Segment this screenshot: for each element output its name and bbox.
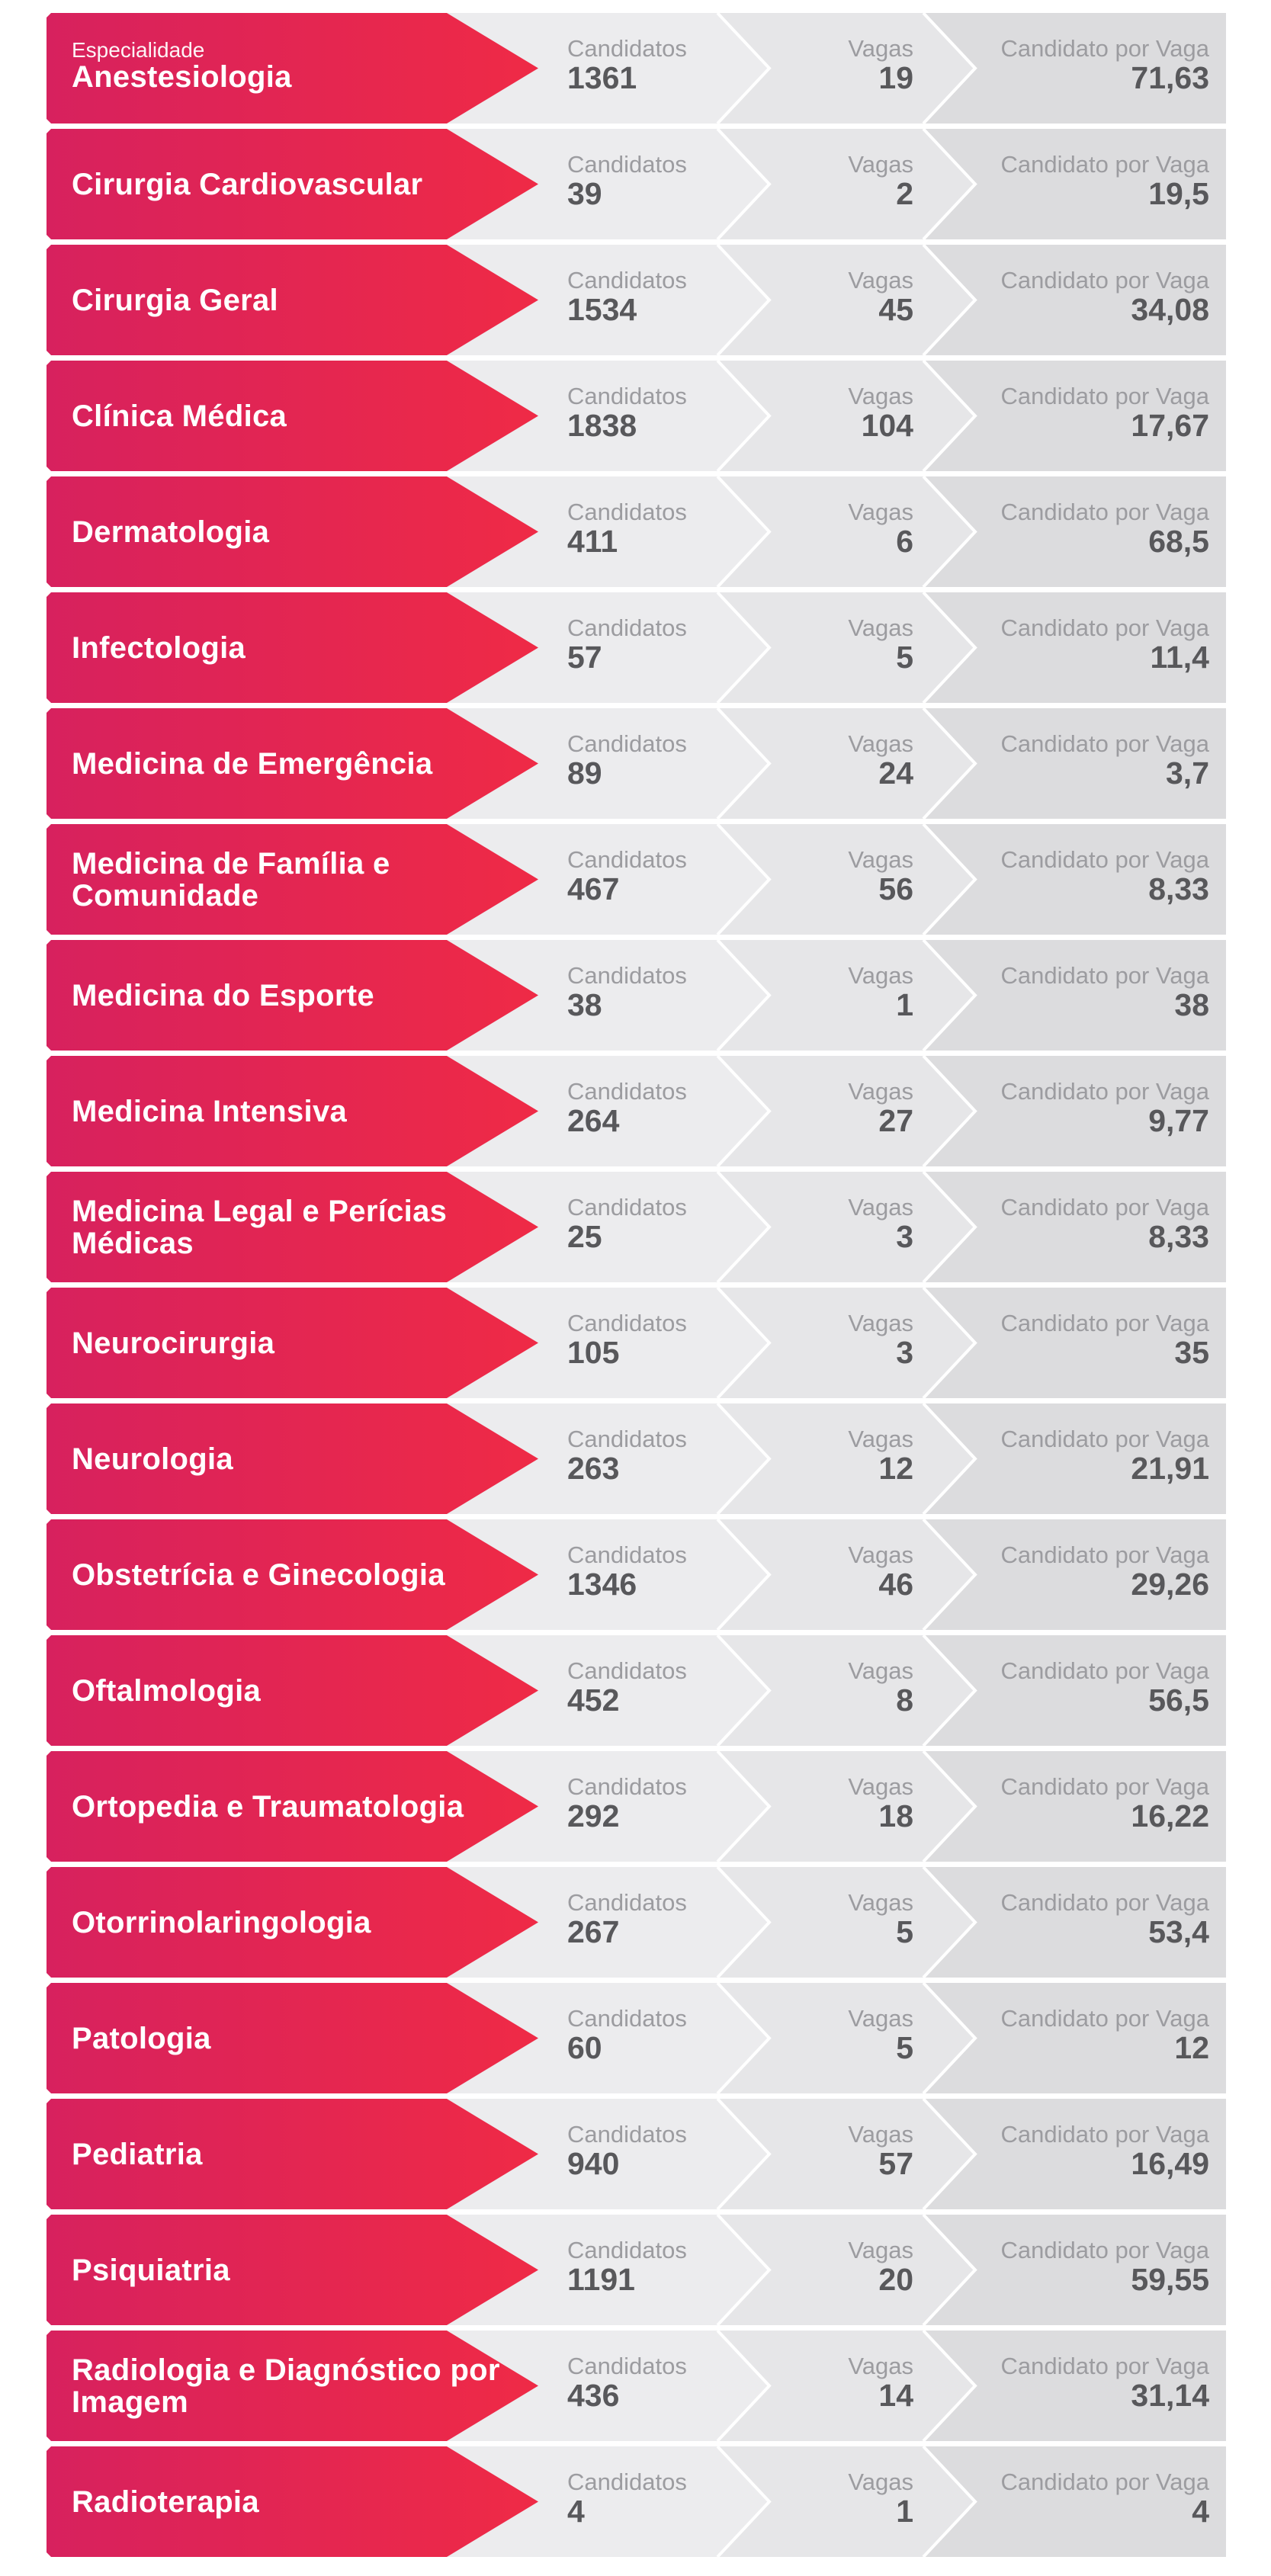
candidatos-cell	[567, 615, 687, 673]
candidatos-cell	[567, 1079, 687, 1137]
specialty-row	[47, 1056, 1226, 1166]
vagas-cell	[733, 2353, 913, 2411]
cpv-value: 53,4	[1148, 1914, 1209, 1949]
vagas-cell	[733, 1426, 913, 1484]
specialty-name: Cirurgia Geral	[72, 283, 278, 317]
vagas-cell	[733, 152, 913, 210]
specialty-label	[72, 1519, 544, 1630]
cpv-cell	[931, 2238, 1209, 2295]
cpv-value: 3,7	[1166, 755, 1209, 791]
candidatos-value: 467	[567, 871, 620, 906]
specialty-label	[72, 1172, 544, 1282]
cpv-value: 8,33	[1148, 871, 1209, 906]
candidatos-caption: Candidatos	[567, 1194, 687, 1221]
vagas-caption: Vagas	[848, 1541, 913, 1568]
vagas-cell	[733, 963, 913, 1021]
specialty-row	[47, 1403, 1226, 1514]
vagas-cell	[733, 499, 913, 557]
specialty-row	[47, 13, 1226, 124]
cpv-caption: Candidato por Vaga	[1000, 2121, 1209, 2148]
cpv-cell	[931, 1890, 1209, 1948]
cpv-value: 4	[1192, 2494, 1209, 2529]
candidatos-value: 105	[567, 1335, 620, 1370]
candidatos-cell	[567, 2353, 687, 2411]
cpv-caption: Candidato por Vaga	[1000, 499, 1209, 525]
candidatos-caption: Candidatos	[567, 35, 687, 62]
candidatos-value: 263	[567, 1451, 620, 1486]
specialty-label	[72, 592, 544, 703]
vagas-caption: Vagas	[848, 35, 913, 62]
candidatos-value: 4	[567, 2494, 585, 2529]
specialty-row	[47, 129, 1226, 239]
cpv-caption: Candidato por Vaga	[1000, 962, 1209, 989]
especialidade-caption: Especialidade	[72, 37, 205, 62]
candidatos-value: 292	[567, 1798, 620, 1833]
cpv-caption: Candidato por Vaga	[1000, 1889, 1209, 1916]
cpv-cell	[931, 1658, 1209, 1716]
specialty-name: Medicina de Emergência	[72, 746, 433, 781]
vagas-cell	[733, 1658, 913, 1716]
specialty-name: Infectologia	[72, 630, 246, 665]
candidatos-value: 1346	[567, 1567, 637, 1602]
candidatos-caption: Candidatos	[567, 2237, 687, 2263]
candidatos-caption: Candidatos	[567, 1310, 687, 1336]
candidatos-value: 25	[567, 1219, 602, 1254]
candidatos-value: 39	[567, 176, 602, 211]
specialty-row	[47, 2215, 1226, 2325]
vagas-cell	[733, 1542, 913, 1600]
specialty-name: Clínica Médica	[72, 399, 287, 433]
vagas-value: 104	[861, 408, 913, 443]
cpv-caption: Candidato por Vaga	[1000, 383, 1209, 409]
specialty-row	[47, 361, 1226, 471]
cpv-value: 56,5	[1148, 1683, 1209, 1718]
candidatos-value: 89	[567, 755, 602, 791]
specialty-name: Obstetrícia e Ginecologia	[72, 1557, 445, 1592]
candidatos-cell	[567, 2122, 687, 2180]
candidatos-cell	[567, 1310, 687, 1368]
vagas-caption: Vagas	[848, 1889, 913, 1916]
vagas-value: 20	[878, 2262, 913, 2297]
vagas-cell	[733, 2469, 913, 2527]
cpv-cell	[931, 1195, 1209, 1253]
cpv-cell	[931, 383, 1209, 441]
vagas-cell	[733, 1774, 913, 1832]
vagas-value: 3	[896, 1219, 913, 1254]
specialty-label	[72, 476, 544, 587]
cpv-value: 29,26	[1131, 1567, 1209, 1602]
candidatos-value: 436	[567, 2378, 620, 2413]
cpv-value: 16,22	[1131, 1798, 1209, 1833]
vagas-cell	[733, 383, 913, 441]
vagas-caption: Vagas	[848, 2005, 913, 2032]
specialty-row	[47, 2331, 1226, 2441]
vagas-value: 8	[896, 1683, 913, 1718]
candidatos-caption: Candidatos	[567, 383, 687, 409]
vagas-cell	[733, 1310, 913, 1368]
specialty-name: Patologia	[72, 2021, 211, 2055]
cpv-value: 11,4	[1150, 640, 1209, 675]
candidatos-cell	[567, 1890, 687, 1948]
vagas-value: 1	[896, 987, 913, 1022]
cpv-cell	[931, 2006, 1209, 2064]
vagas-caption: Vagas	[848, 2469, 913, 2495]
cpv-cell	[931, 731, 1209, 789]
candidatos-value: 1838	[567, 408, 637, 443]
specialty-row	[47, 1867, 1226, 1978]
specialty-name: Medicina Legal e Perícias Médicas	[72, 1194, 448, 1260]
candidatos-cell	[567, 36, 687, 94]
candidatos-caption: Candidatos	[567, 1078, 687, 1105]
candidatos-cell	[567, 731, 687, 789]
cpv-value: 8,33	[1148, 1219, 1209, 1254]
specialty-name: Radiologia e Diagnóstico por Imagem	[72, 2353, 500, 2419]
specialty-row	[47, 1635, 1226, 1746]
vagas-value: 14	[878, 2378, 913, 2413]
cpv-value: 31,14	[1131, 2378, 1209, 2413]
cpv-caption: Candidato por Vaga	[1000, 1310, 1209, 1336]
vagas-value: 12	[878, 1451, 913, 1486]
candidatos-cell	[567, 963, 687, 1021]
vagas-value: 27	[878, 1103, 913, 1138]
cpv-caption: Candidato por Vaga	[1000, 2005, 1209, 2032]
vagas-caption: Vagas	[848, 2237, 913, 2263]
cpv-caption: Candidato por Vaga	[1000, 1657, 1209, 1684]
vagas-cell	[733, 2122, 913, 2180]
specialty-label	[72, 1751, 544, 1862]
candidatos-cell	[567, 1195, 687, 1253]
vagas-cell	[733, 2238, 913, 2295]
candidatos-caption: Candidatos	[567, 499, 687, 525]
vagas-cell	[733, 1890, 913, 1948]
vagas-caption: Vagas	[848, 499, 913, 525]
cpv-cell	[931, 1426, 1209, 1484]
cpv-cell	[931, 1079, 1209, 1137]
cpv-caption: Candidato por Vaga	[1000, 1773, 1209, 1800]
vagas-caption: Vagas	[848, 267, 913, 294]
vagas-value: 24	[878, 755, 913, 791]
cpv-cell	[931, 847, 1209, 905]
vagas-caption: Vagas	[848, 1310, 913, 1336]
specialty-row	[47, 940, 1226, 1051]
cpv-caption: Candidato por Vaga	[1000, 1426, 1209, 1452]
specialty-row	[47, 476, 1226, 587]
specialty-name: Oftalmologia	[72, 1673, 262, 1708]
specialty-row	[47, 1519, 1226, 1630]
candidatos-value: 1191	[567, 2262, 635, 2297]
specialty-label	[72, 2215, 544, 2325]
cpv-caption: Candidato por Vaga	[1000, 1541, 1209, 1568]
specialty-label	[72, 361, 544, 471]
vagas-caption: Vagas	[848, 383, 913, 409]
vagas-caption: Vagas	[848, 1773, 913, 1800]
cpv-cell	[931, 2122, 1209, 2180]
cpv-caption: Candidato por Vaga	[1000, 1078, 1209, 1105]
cpv-caption: Candidato por Vaga	[1000, 35, 1209, 62]
specialty-row	[47, 708, 1226, 819]
specialty-row	[47, 592, 1226, 703]
cpv-value: 21,91	[1131, 1451, 1209, 1486]
cpv-caption: Candidato por Vaga	[1000, 2237, 1209, 2263]
cpv-caption: Candidato por Vaga	[1000, 730, 1209, 757]
specialty-label	[72, 2331, 544, 2441]
vagas-value: 6	[896, 524, 913, 559]
candidatos-value: 264	[567, 1103, 620, 1138]
vagas-cell	[733, 1079, 913, 1137]
candidatos-value: 1361	[567, 60, 637, 95]
specialty-row	[47, 1288, 1226, 1398]
candidatos-cell	[567, 847, 687, 905]
candidatos-cell	[567, 2238, 687, 2295]
candidatos-caption: Candidatos	[567, 2121, 687, 2148]
vagas-caption: Vagas	[848, 846, 913, 873]
specialty-row	[47, 824, 1226, 935]
cpv-caption: Candidato por Vaga	[1000, 2353, 1209, 2379]
cpv-caption: Candidato por Vaga	[1000, 267, 1209, 294]
cpv-value: 34,08	[1131, 292, 1209, 327]
candidatos-cell	[567, 2006, 687, 2064]
specialty-label	[72, 708, 544, 819]
specialty-name: Cirurgia Cardiovascular	[72, 167, 423, 201]
candidatos-value: 60	[567, 2030, 602, 2065]
specialty-row	[47, 245, 1226, 355]
cpv-cell	[931, 1774, 1209, 1832]
specialty-label	[72, 129, 544, 239]
specialty-label	[72, 1403, 544, 1514]
vagas-value: 2	[896, 176, 913, 211]
cpv-value: 9,77	[1148, 1103, 1209, 1138]
candidatos-caption: Candidatos	[567, 2353, 687, 2379]
candidatos-cell	[567, 152, 687, 210]
vagas-caption: Vagas	[848, 1078, 913, 1105]
specialty-row	[47, 2446, 1226, 2557]
candidatos-caption: Candidatos	[567, 151, 687, 178]
specialty-name: Pediatria	[72, 2137, 203, 2171]
candidatos-caption: Candidatos	[567, 1889, 687, 1916]
cpv-caption: Candidato por Vaga	[1000, 846, 1209, 873]
candidatos-caption: Candidatos	[567, 267, 687, 294]
candidatos-cell	[567, 499, 687, 557]
cpv-value: 35	[1174, 1335, 1209, 1370]
candidatos-value: 940	[567, 2146, 620, 2181]
vagas-value: 3	[896, 1335, 913, 1370]
cpv-cell	[931, 2353, 1209, 2411]
cpv-cell	[931, 2469, 1209, 2527]
candidatos-caption: Candidatos	[567, 2005, 687, 2032]
cpv-cell	[931, 1310, 1209, 1368]
cpv-caption: Candidato por Vaga	[1000, 614, 1209, 641]
vagas-caption: Vagas	[848, 151, 913, 178]
candidatos-caption: Candidatos	[567, 1426, 687, 1452]
specialty-name: Medicina do Esporte	[72, 978, 374, 1012]
vagas-cell	[733, 268, 913, 326]
candidatos-cell	[567, 268, 687, 326]
cpv-caption: Candidato por Vaga	[1000, 1194, 1209, 1221]
vagas-caption: Vagas	[848, 614, 913, 641]
cpv-caption: Candidato por Vaga	[1000, 2469, 1209, 2495]
vagas-value: 19	[878, 60, 913, 95]
candidatos-value: 411	[567, 524, 618, 559]
cpv-cell	[931, 499, 1209, 557]
specialty-name: Psiquiatria	[72, 2253, 230, 2287]
vagas-value: 5	[896, 640, 913, 675]
cpv-value: 68,5	[1148, 524, 1209, 559]
vagas-cell	[733, 615, 913, 673]
specialty-name: Anestesiologia	[72, 59, 292, 94]
vagas-caption: Vagas	[848, 1194, 913, 1221]
vagas-value: 46	[878, 1567, 913, 1602]
cpv-value: 19,5	[1148, 176, 1209, 211]
vagas-caption: Vagas	[848, 962, 913, 989]
vagas-cell	[733, 2006, 913, 2064]
specialty-name: Neurocirurgia	[72, 1326, 275, 1360]
candidatos-caption: Candidatos	[567, 962, 687, 989]
specialty-row	[47, 1983, 1226, 2093]
cpv-value: 17,67	[1131, 408, 1209, 443]
candidatos-caption: Candidatos	[567, 846, 687, 873]
cpv-cell	[931, 36, 1209, 94]
vagas-value: 45	[878, 292, 913, 327]
candidatos-value: 452	[567, 1683, 620, 1718]
cpv-value: 59,55	[1131, 2262, 1209, 2297]
specialty-label	[72, 940, 544, 1051]
specialty-name: Otorrinolaringologia	[72, 1905, 371, 1939]
specialty-name: Radioterapia	[72, 2485, 259, 2519]
candidatos-cell	[567, 383, 687, 441]
specialty-row	[47, 1172, 1226, 1282]
specialty-name: Medicina Intensiva	[72, 1094, 348, 1128]
cpv-caption: Candidato por Vaga	[1000, 151, 1209, 178]
cpv-cell	[931, 963, 1209, 1021]
specialty-name: Ortopedia e Traumatologia	[72, 1789, 464, 1824]
specialty-table	[47, 13, 1226, 2562]
specialty-row	[47, 1751, 1226, 1862]
candidatos-cell	[567, 1542, 687, 1600]
vagas-caption: Vagas	[848, 2353, 913, 2379]
specialty-name: Medicina de Família e Comunidade	[72, 846, 390, 913]
candidatos-caption: Candidatos	[567, 2469, 687, 2495]
specialty-row	[47, 2099, 1226, 2209]
candidatos-cell	[567, 1658, 687, 1716]
cpv-value: 12	[1174, 2030, 1209, 2065]
candidatos-caption: Candidatos	[567, 1657, 687, 1684]
specialty-label	[72, 1867, 544, 1978]
vagas-value: 5	[896, 2030, 913, 2065]
specialty-label	[72, 13, 544, 124]
specialty-label	[72, 824, 544, 935]
vagas-cell	[733, 1195, 913, 1253]
cpv-value: 16,49	[1131, 2146, 1209, 2181]
vagas-caption: Vagas	[848, 730, 913, 757]
vagas-cell	[733, 731, 913, 789]
vagas-value: 18	[878, 1798, 913, 1833]
cpv-cell	[931, 1542, 1209, 1600]
vagas-cell	[733, 847, 913, 905]
cpv-cell	[931, 152, 1209, 210]
specialty-label	[72, 1056, 544, 1166]
vagas-caption: Vagas	[848, 1657, 913, 1684]
candidatos-caption: Candidatos	[567, 614, 687, 641]
candidatos-cell	[567, 1426, 687, 1484]
specialty-label	[72, 1983, 544, 2093]
vagas-value: 1	[896, 2494, 913, 2529]
candidatos-value: 267	[567, 1914, 620, 1949]
vagas-value: 56	[878, 871, 913, 906]
cpv-cell	[931, 268, 1209, 326]
candidatos-cell	[567, 1774, 687, 1832]
candidatos-caption: Candidatos	[567, 1773, 687, 1800]
candidatos-value: 57	[567, 640, 602, 675]
specialty-label	[72, 1288, 544, 1398]
specialty-label	[72, 245, 544, 355]
vagas-caption: Vagas	[848, 1426, 913, 1452]
candidatos-value: 38	[567, 987, 602, 1022]
specialty-label	[72, 2099, 544, 2209]
specialty-name: Dermatologia	[72, 515, 270, 549]
vagas-value: 57	[878, 2146, 913, 2181]
cpv-value: 71,63	[1131, 60, 1209, 95]
candidatos-caption: Candidatos	[567, 730, 687, 757]
candidatos-value: 1534	[567, 292, 637, 327]
cpv-cell	[931, 615, 1209, 673]
cpv-value: 38	[1174, 987, 1209, 1022]
specialty-name: Neurologia	[72, 1442, 233, 1476]
specialty-label	[72, 1635, 544, 1746]
candidatos-caption: Candidatos	[567, 1541, 687, 1568]
vagas-caption: Vagas	[848, 2121, 913, 2148]
vagas-value: 5	[896, 1914, 913, 1949]
vagas-cell	[733, 36, 913, 94]
specialty-label	[72, 2446, 544, 2557]
candidatos-cell	[567, 2469, 687, 2527]
